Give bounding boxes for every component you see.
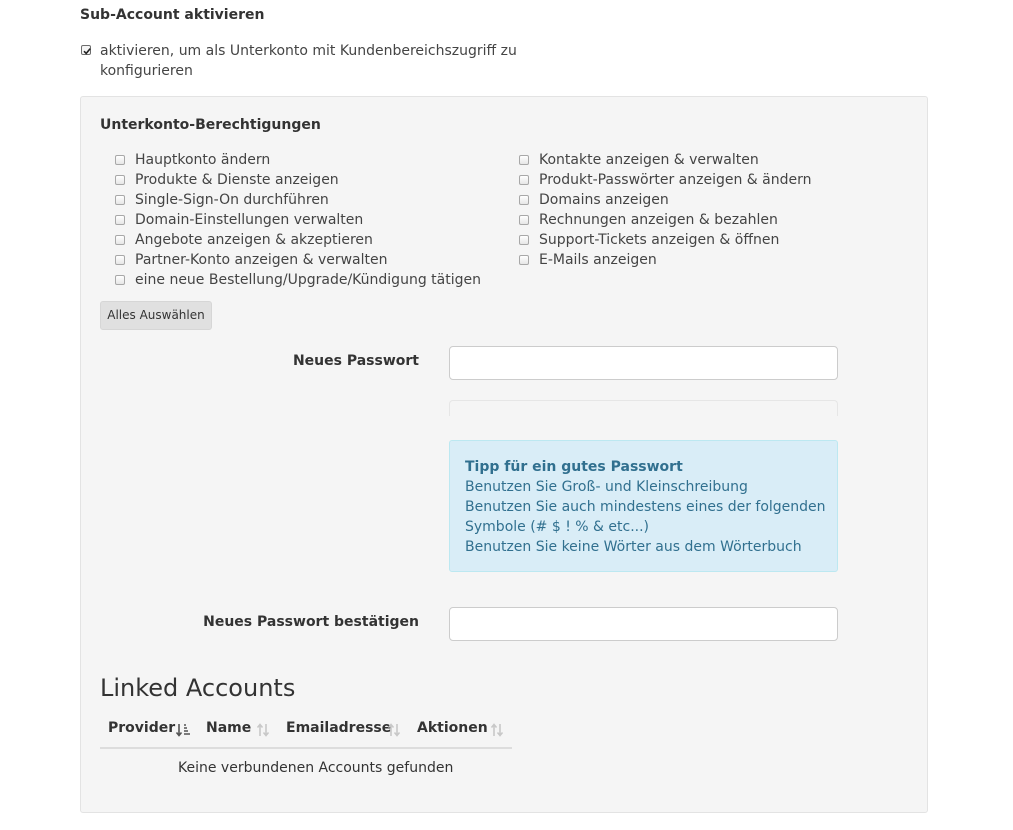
perm-checkbox[interactable] xyxy=(115,275,125,285)
empty-table-message: Keine verbundenen Accounts gefunden xyxy=(178,760,454,776)
new-password-label: Neues Passwort xyxy=(292,353,419,369)
perm-checkbox[interactable] xyxy=(115,215,125,225)
table-header-divider xyxy=(100,747,512,749)
perm-checkbox[interactable] xyxy=(115,235,125,245)
column-header-email[interactable]: Emailadresse xyxy=(286,720,392,736)
sort-ascending-icon[interactable] xyxy=(175,722,191,738)
perm-label: Produkt-Passwörter anzeigen & ändern xyxy=(539,172,812,188)
subaccount-label-line1: aktivieren, um als Unterkonto mit Kundenbereichszugriff zu xyxy=(100,43,517,59)
confirm-password-input[interactable] xyxy=(449,607,838,641)
column-header-actions[interactable]: Aktionen xyxy=(417,720,488,736)
password-tip-line: Benutzen Sie auch mindestens eines der folgenden xyxy=(465,499,826,515)
subaccount-label-line2: konfigurieren xyxy=(100,63,193,79)
password-tip-line: Benutzen Sie Groß- und Kleinschreibung xyxy=(465,479,748,495)
password-strength-meter xyxy=(449,400,838,416)
perm-checkbox[interactable] xyxy=(115,195,125,205)
subaccount-activate-checkbox[interactable] xyxy=(81,45,91,55)
password-tip-title: Tipp für ein gutes Passwort xyxy=(465,459,683,475)
perm-label: Rechnungen anzeigen & bezahlen xyxy=(539,212,778,228)
perm-label: Support-Tickets anzeigen & öffnen xyxy=(539,232,780,248)
perm-label: Angebote anzeigen & akzeptieren xyxy=(135,232,373,248)
perm-label: Single-Sign-On durchführen xyxy=(135,192,329,208)
perm-checkbox[interactable] xyxy=(519,175,529,185)
perm-label: Partner-Konto anzeigen & verwalten xyxy=(135,252,388,268)
sort-icon[interactable] xyxy=(255,722,271,738)
new-password-input[interactable] xyxy=(449,346,838,380)
sort-icon[interactable] xyxy=(489,722,505,738)
select-all-button[interactable]: Alles Auswählen xyxy=(100,301,212,330)
sort-icon[interactable] xyxy=(386,722,402,738)
perm-checkbox[interactable] xyxy=(115,175,125,185)
perm-label: Kontakte anzeigen & verwalten xyxy=(539,152,759,168)
perm-checkbox[interactable] xyxy=(115,255,125,265)
perm-label: Produkte & Dienste anzeigen xyxy=(135,172,339,188)
subaccount-title: Sub-Account aktivieren xyxy=(80,7,265,23)
perm-checkbox[interactable] xyxy=(519,235,529,245)
column-header-name[interactable]: Name xyxy=(206,720,252,736)
perm-label: Domains anzeigen xyxy=(539,192,669,208)
perm-checkbox[interactable] xyxy=(519,195,529,205)
subaccount-activate-label[interactable] xyxy=(100,41,517,81)
confirm-password-label: Neues Passwort bestätigen xyxy=(203,614,419,630)
perm-label: E-Mails anzeigen xyxy=(539,252,657,268)
perm-checkbox[interactable] xyxy=(519,215,529,225)
perm-checkbox[interactable] xyxy=(519,155,529,165)
password-tip-box xyxy=(449,440,838,572)
checkmark-icon xyxy=(82,46,92,56)
linked-accounts-title: Linked Accounts xyxy=(100,674,296,702)
perm-label: eine neue Bestellung/Upgrade/Kündigung tätigen xyxy=(135,272,481,288)
perm-checkbox[interactable] xyxy=(115,155,125,165)
perm-label: Domain-Einstellungen verwalten xyxy=(135,212,364,228)
column-header-provider[interactable]: Provider xyxy=(108,720,176,736)
perm-checkbox[interactable] xyxy=(519,255,529,265)
password-tip-line: Symbole (# $ ! % & etc...) xyxy=(465,519,650,535)
perm-label: Hauptkonto ändern xyxy=(135,152,271,168)
permissions-title: Unterkonto-Berechtigungen xyxy=(100,117,321,133)
password-tip-line: Benutzen Sie keine Wörter aus dem Wörterbuch xyxy=(465,539,802,555)
